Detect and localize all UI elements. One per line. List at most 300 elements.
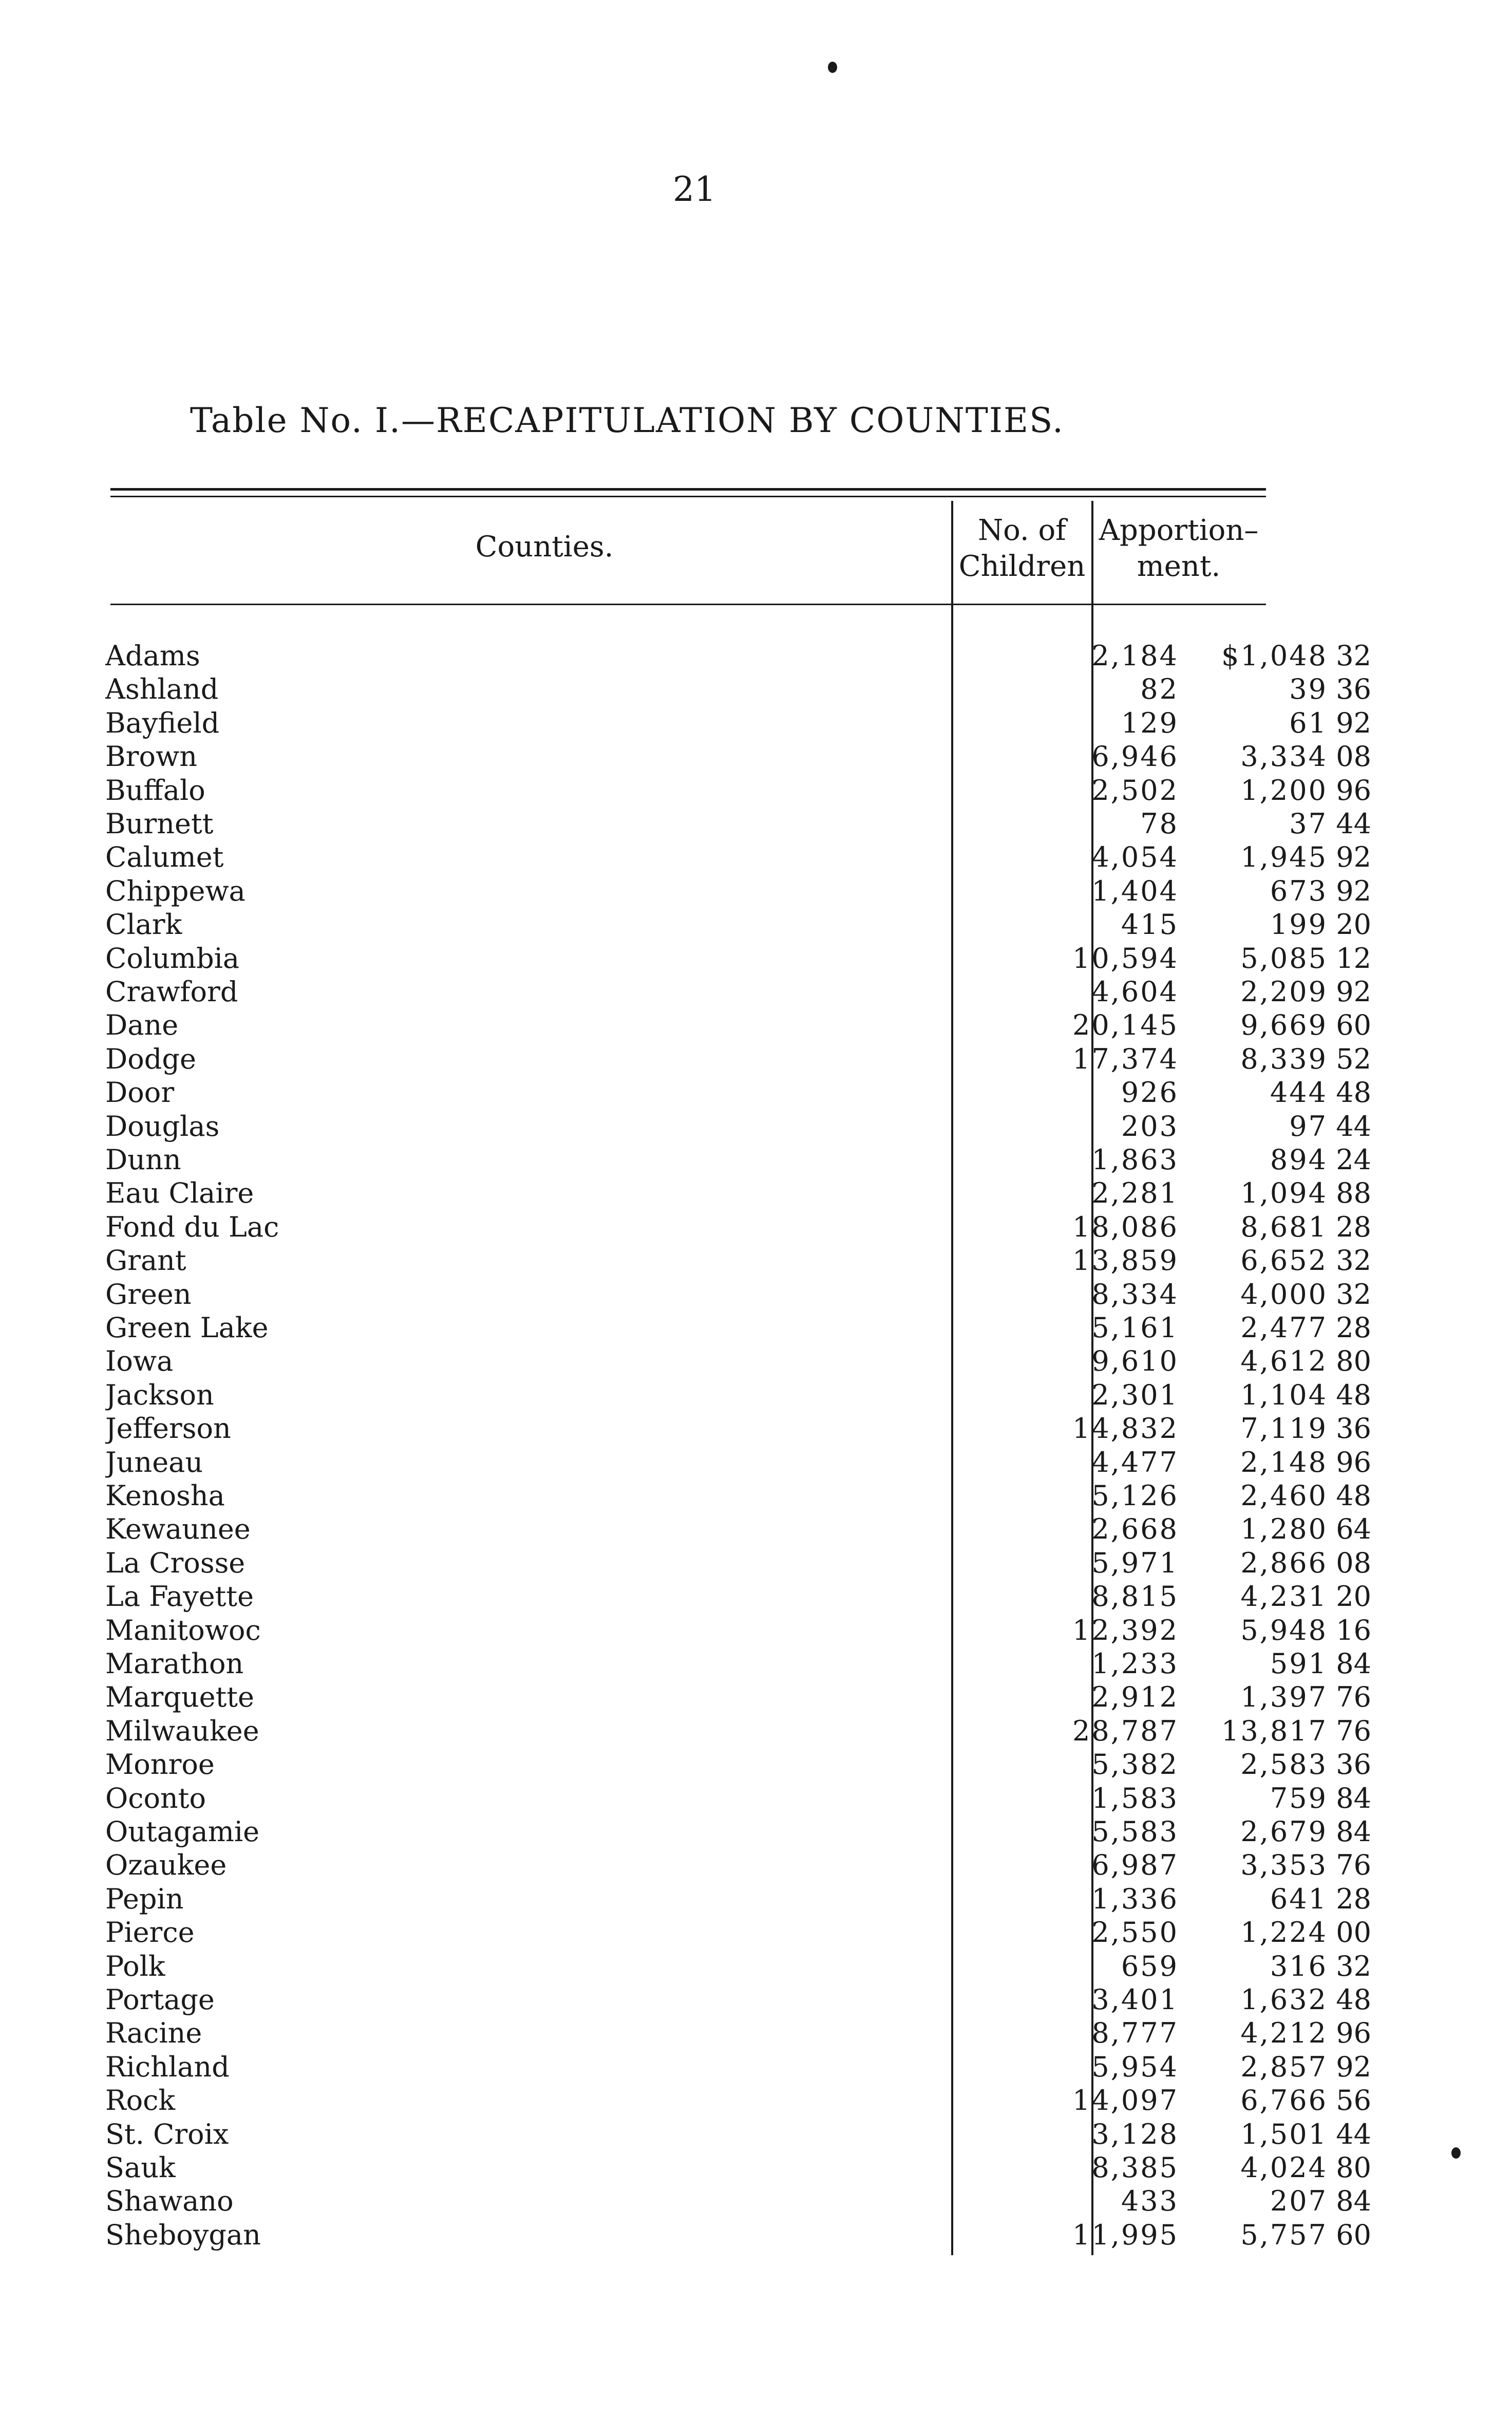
children-count: 5,161 xyxy=(1091,1312,1179,1344)
county-name: Calumet xyxy=(105,841,229,873)
county-cell xyxy=(105,976,942,1008)
apportionment-cents: 76 xyxy=(1336,1681,1371,1714)
table-row xyxy=(105,942,1371,975)
apportionment-cents: 92 xyxy=(1336,841,1371,874)
table-row xyxy=(105,1312,1371,1344)
county-cell xyxy=(105,1950,942,1983)
apportionment-cents: 36 xyxy=(1336,673,1371,706)
apportionment-cents: 92 xyxy=(1336,706,1371,739)
children-count: 18,086 xyxy=(1072,1210,1179,1243)
children-count: 13,859 xyxy=(1072,1244,1179,1277)
county-cell xyxy=(105,1547,942,1580)
county-cell xyxy=(105,1715,942,1748)
apportionment-cents: 48 xyxy=(1336,1076,1371,1109)
county-cell xyxy=(105,1782,942,1815)
county-cell xyxy=(105,1043,942,1076)
column-header-apportionment-line2: ment. xyxy=(1137,550,1221,583)
county-name: Pepin xyxy=(105,1883,188,1915)
apportionment-cents: 48 xyxy=(1336,1983,1371,2016)
apportionment-dollars: 894 xyxy=(1270,1144,1328,1176)
children-count: 5,382 xyxy=(1091,1748,1179,1781)
children-count: 3,401 xyxy=(1091,1983,1179,2016)
apportionment-dollars: 1,104 xyxy=(1240,1378,1328,1411)
apportionment-cents: 96 xyxy=(1336,774,1371,807)
county-cell xyxy=(105,2219,942,2252)
apportionment-cents: 08 xyxy=(1336,1546,1371,1579)
apportionment-dollars: 61 xyxy=(1289,706,1328,739)
county-name: Ashland xyxy=(105,673,223,705)
county-name: Grant xyxy=(105,1244,192,1277)
county-cell xyxy=(105,1815,942,1848)
column-header-children-line1: No. of xyxy=(978,514,1066,547)
table-row xyxy=(105,1950,1371,1983)
county-cell xyxy=(105,1278,942,1311)
top-rule-thick xyxy=(110,488,1266,491)
table-row xyxy=(105,874,1371,908)
county-cell xyxy=(105,1479,942,1512)
county-name: Sauk xyxy=(105,2151,181,2184)
county-cell xyxy=(105,1614,942,1647)
apportionment-cents: 84 xyxy=(1336,2185,1371,2218)
county-cell xyxy=(105,740,942,773)
table-row xyxy=(105,1110,1371,1143)
apportionment-cents: 36 xyxy=(1336,1412,1371,1445)
table-row xyxy=(105,706,1371,740)
county-cell xyxy=(105,1681,942,1714)
county-name: Juneau xyxy=(105,1446,208,1478)
children-count: 8,815 xyxy=(1091,1580,1179,1613)
county-cell xyxy=(105,2084,942,2117)
county-cell xyxy=(105,1580,942,1613)
column-header-apportionment xyxy=(1091,513,1266,585)
apportionment-cents: 44 xyxy=(1336,808,1371,840)
apportionment-dollars: 5,757 xyxy=(1240,2218,1328,2251)
county-name: Burnett xyxy=(105,808,218,840)
county-cell xyxy=(105,1647,942,1680)
children-count: 1,233 xyxy=(1091,1647,1179,1680)
table-title: Table No. I.—RECAPITULATION BY COUNTIES. xyxy=(190,401,1064,440)
apportionment-cents: 80 xyxy=(1336,1345,1371,1378)
apportionment-dollars: 97 xyxy=(1289,1110,1328,1142)
table-row xyxy=(105,1446,1371,1479)
county-name: Douglas xyxy=(105,1110,224,1142)
apportionment-dollars: 2,460 xyxy=(1240,1479,1328,1512)
county-name: Clark xyxy=(105,908,187,941)
county-name: Brown xyxy=(105,740,202,773)
apportionment-dollars: 4,000 xyxy=(1240,1278,1328,1310)
apportionment-dollars: 2,857 xyxy=(1240,2050,1328,2083)
apportionment-cents: 76 xyxy=(1336,1714,1371,1747)
table-row xyxy=(105,1278,1371,1311)
county-name: Pierce xyxy=(105,1916,200,1949)
county-cell xyxy=(105,1513,942,1546)
county-cell xyxy=(105,841,942,874)
apportionment-dollars: 673 xyxy=(1270,874,1328,907)
table-row xyxy=(105,1210,1371,1244)
county-cell xyxy=(105,2185,942,2218)
children-count: 1,404 xyxy=(1091,874,1179,907)
apportionment-dollars: 4,212 xyxy=(1240,2017,1328,2050)
apportionment-dollars: 5,948 xyxy=(1240,1614,1328,1646)
apportionment-cents: 92 xyxy=(1336,976,1371,1008)
table-row xyxy=(105,1580,1371,1613)
table-row xyxy=(105,1983,1371,2016)
table-row xyxy=(105,1042,1371,1076)
county-name: Fond du Lac xyxy=(105,1211,284,1243)
table-row xyxy=(105,1479,1371,1512)
county-name: Racine xyxy=(105,2017,207,2049)
children-count: 659 xyxy=(1121,1950,1179,1982)
table-row xyxy=(105,1244,1371,1277)
children-count: 12,392 xyxy=(1072,1614,1179,1646)
county-cell xyxy=(105,875,942,908)
county-name: Milwaukee xyxy=(105,1715,264,1747)
apportionment-dollars: 2,583 xyxy=(1240,1748,1328,1781)
table-row xyxy=(105,908,1371,941)
apportionment-dollars: 39 xyxy=(1289,673,1328,706)
apportionment-cents: 52 xyxy=(1336,1042,1371,1075)
table-row xyxy=(105,1076,1371,1109)
top-rule-thin xyxy=(110,496,1266,497)
county-cell xyxy=(105,1446,942,1479)
apportionment-cents: 32 xyxy=(1336,1950,1371,1982)
county-name: Rock xyxy=(105,2084,180,2116)
table-row xyxy=(105,673,1371,706)
children-count: 5,583 xyxy=(1091,1815,1179,1848)
children-count: 1,863 xyxy=(1091,1144,1179,1176)
county-cell xyxy=(105,1144,942,1176)
table-row xyxy=(105,808,1371,840)
county-name: Dunn xyxy=(105,1144,186,1176)
apportionment-dollars: 3,353 xyxy=(1240,1849,1328,1882)
table-row xyxy=(105,1546,1371,1580)
county-name: Monroe xyxy=(105,1748,220,1781)
county-name: Portage xyxy=(105,1983,220,2016)
children-count: 433 xyxy=(1121,2185,1179,2218)
apportionment-cents: 84 xyxy=(1336,1647,1371,1680)
county-cell xyxy=(105,774,942,807)
apportionment-dollars: 4,612 xyxy=(1240,1345,1328,1378)
apportionment-dollars: 4,024 xyxy=(1240,2151,1328,2184)
children-count: 6,946 xyxy=(1091,740,1179,773)
column-header-counties: Counties. xyxy=(475,530,614,564)
apportionment-dollars: 316 xyxy=(1270,1950,1328,1982)
apportionment-cents: 44 xyxy=(1336,1110,1371,1142)
apportionment-dollars: 2,477 xyxy=(1240,1312,1328,1344)
table-row xyxy=(105,1782,1371,1815)
apportionment-cents: 16 xyxy=(1336,1614,1371,1646)
column-header-children-line2: Children xyxy=(958,550,1086,583)
apportionment-dollars: 641 xyxy=(1270,1882,1328,1915)
apportionment-dollars: 13,817 xyxy=(1221,1714,1328,1747)
apportionment-cents: 92 xyxy=(1336,2050,1371,2083)
children-count: 8,334 xyxy=(1091,1278,1179,1310)
apportionment-dollars: 1,632 xyxy=(1240,1983,1328,2016)
children-count: 5,126 xyxy=(1091,1479,1179,1512)
children-count: 415 xyxy=(1121,908,1179,941)
county-cell xyxy=(105,2051,942,2084)
county-cell xyxy=(105,2151,942,2184)
county-cell xyxy=(105,908,942,941)
apportionment-cents: 60 xyxy=(1336,1009,1371,1042)
apportionment-cents: 96 xyxy=(1336,1446,1371,1478)
children-count: 5,971 xyxy=(1091,1546,1179,1579)
ink-speck-right xyxy=(1451,2147,1461,2159)
county-cell xyxy=(105,2118,942,2151)
county-name: Outagamie xyxy=(105,1815,264,1848)
apportionment-dollars: 6,652 xyxy=(1240,1244,1328,1277)
table-row xyxy=(105,1815,1371,1848)
apportionment-cents: 96 xyxy=(1336,2017,1371,2050)
apportionment-cents: 64 xyxy=(1336,1513,1371,1546)
table-row xyxy=(105,1748,1371,1781)
county-name: Richland xyxy=(105,2051,235,2083)
apportionment-dollars: 1,224 xyxy=(1240,1916,1328,1949)
children-count: 78 xyxy=(1140,808,1179,840)
county-name: La Crosse xyxy=(105,1547,250,1579)
county-name: Chippewa xyxy=(105,875,251,907)
apportionment-dollars: 199 xyxy=(1270,908,1328,941)
county-cell xyxy=(105,1883,942,1916)
apportionment-dollars: 1,397 xyxy=(1240,1681,1328,1714)
apportionment-cents: 32 xyxy=(1336,1278,1371,1310)
county-cell xyxy=(105,1076,942,1109)
children-count: 2,912 xyxy=(1091,1681,1179,1714)
children-count: 14,832 xyxy=(1072,1412,1179,1445)
children-count: 4,054 xyxy=(1091,841,1179,874)
children-count: 2,281 xyxy=(1091,1177,1179,1210)
children-count: 926 xyxy=(1121,1076,1179,1109)
county-name: Green Lake xyxy=(105,1312,274,1344)
apportionment-dollars: 4,231 xyxy=(1240,1580,1328,1613)
apportionment-cents: 20 xyxy=(1336,1580,1371,1613)
apportionment-cents: 12 xyxy=(1336,942,1371,975)
table-row xyxy=(105,1714,1371,1748)
table-row xyxy=(105,1345,1371,1378)
county-name: Kenosha xyxy=(105,1479,230,1512)
children-count: 10,594 xyxy=(1072,942,1179,975)
county-cell xyxy=(105,1312,942,1344)
children-count: 2,550 xyxy=(1091,1916,1179,1949)
apportionment-cents: 60 xyxy=(1336,2218,1371,2251)
children-count: 9,610 xyxy=(1091,1345,1179,1378)
county-cell xyxy=(105,1379,942,1412)
apportionment-cents: 44 xyxy=(1336,2118,1371,2150)
apportionment-cents: 00 xyxy=(1336,1916,1371,1949)
table-row xyxy=(105,774,1371,807)
children-count: 4,477 xyxy=(1091,1446,1179,1478)
county-name: Sheboygan xyxy=(105,2219,266,2251)
county-name: Iowa xyxy=(105,1345,178,1377)
children-count: 82 xyxy=(1140,673,1179,706)
apportionment-dollars: 37 xyxy=(1289,808,1328,840)
children-count: 20,145 xyxy=(1072,1009,1179,1042)
children-count: 11,995 xyxy=(1072,2218,1179,2251)
apportionment-dollars: 591 xyxy=(1270,1647,1328,1680)
table-row xyxy=(105,976,1371,1008)
county-name: Crawford xyxy=(105,976,243,1008)
apportionment-cents: 84 xyxy=(1336,1782,1371,1814)
county-cell xyxy=(105,1177,942,1210)
apportionment-dollars: 5,085 xyxy=(1240,942,1328,975)
county-cell xyxy=(105,1110,942,1143)
county-cell xyxy=(105,673,942,706)
apportionment-dollars: 2,209 xyxy=(1240,976,1328,1008)
table-row xyxy=(105,640,1371,672)
children-count: 1,583 xyxy=(1091,1782,1179,1814)
page-number: 21 xyxy=(673,170,716,209)
apportionment-cents: 84 xyxy=(1336,1815,1371,1848)
children-count: 2,301 xyxy=(1091,1378,1179,1411)
ink-speck-top xyxy=(828,62,837,73)
apportionment-cents: 48 xyxy=(1336,1479,1371,1512)
table-row xyxy=(105,1378,1371,1412)
apportionment-dollars: 2,679 xyxy=(1240,1815,1328,1848)
table-row xyxy=(105,1882,1371,1916)
table-row xyxy=(105,1009,1371,1042)
table-row xyxy=(105,1681,1371,1714)
county-cell xyxy=(105,707,942,740)
children-count: 1,336 xyxy=(1091,1882,1179,1915)
county-cell xyxy=(105,1244,942,1277)
table-row xyxy=(105,1177,1371,1210)
children-count: 2,184 xyxy=(1091,640,1179,672)
apportionment-cents: 76 xyxy=(1336,1849,1371,1882)
county-name: Buffalo xyxy=(105,774,211,807)
children-count: 3,128 xyxy=(1091,2118,1179,2150)
apportionment-cents: 56 xyxy=(1336,2084,1371,2117)
table-row xyxy=(105,841,1371,874)
county-name: Ozaukee xyxy=(105,1849,232,1881)
table-row xyxy=(105,1144,1371,1176)
apportionment-cents: 32 xyxy=(1336,640,1371,672)
table-row xyxy=(105,1412,1371,1445)
apportionment-dollars: 9,669 xyxy=(1240,1009,1328,1042)
county-name: Oconto xyxy=(105,1782,211,1814)
county-name: Polk xyxy=(105,1950,171,1982)
children-count: 2,502 xyxy=(1091,774,1179,807)
apportionment-cents: 28 xyxy=(1336,1312,1371,1344)
table-row xyxy=(105,2185,1371,2218)
children-count: 6,987 xyxy=(1091,1849,1179,1882)
county-cell xyxy=(105,1849,942,1882)
table-row xyxy=(105,1513,1371,1546)
county-name: Manitowoc xyxy=(105,1614,266,1646)
apportionment-cents: 36 xyxy=(1336,1748,1371,1781)
county-name: Door xyxy=(105,1076,179,1109)
county-name: Marquette xyxy=(105,1681,259,1713)
county-name: Green xyxy=(105,1278,197,1310)
children-count: 14,097 xyxy=(1072,2084,1179,2117)
county-cell xyxy=(105,808,942,840)
apportionment-cents: 48 xyxy=(1336,1378,1371,1411)
children-count: 2,668 xyxy=(1091,1513,1179,1546)
apportionment-cents: 28 xyxy=(1336,1210,1371,1243)
county-cell xyxy=(105,2017,942,2050)
apportionment-dollars: 8,339 xyxy=(1240,1042,1328,1075)
county-name: St. Croix xyxy=(105,2118,234,2150)
table-row xyxy=(105,1849,1371,1882)
apportionment-cents: 28 xyxy=(1336,1882,1371,1915)
county-cell xyxy=(105,1009,942,1042)
apportionment-dollars: 444 xyxy=(1270,1076,1328,1109)
apportionment-cents: 88 xyxy=(1336,1177,1371,1210)
column-header-apportionment-line1: Apportion– xyxy=(1099,514,1259,547)
apportionment-cents: 32 xyxy=(1336,1244,1371,1277)
county-name: Kewaunee xyxy=(105,1513,256,1545)
county-cell xyxy=(105,1211,942,1244)
apportionment-cents: 92 xyxy=(1336,874,1371,907)
county-cell xyxy=(105,640,942,672)
table-row xyxy=(105,1614,1371,1647)
apportionment-cents: 80 xyxy=(1336,2151,1371,2184)
county-name: La Fayette xyxy=(105,1580,259,1613)
apportionment-dollars: 1,501 xyxy=(1240,2118,1328,2150)
table-row xyxy=(105,740,1371,773)
apportionment-dollars: 6,766 xyxy=(1240,2084,1328,2117)
column-header-children xyxy=(955,513,1089,585)
county-cell xyxy=(105,1748,942,1781)
apportionment-dollars: 759 xyxy=(1270,1782,1328,1814)
county-name: Eau Claire xyxy=(105,1177,259,1209)
county-name: Adams xyxy=(105,640,205,672)
apportionment-dollars: 8,681 xyxy=(1240,1210,1328,1243)
county-name: Shawano xyxy=(105,2185,239,2217)
apportionment-cents: 24 xyxy=(1336,1144,1371,1176)
county-name: Marathon xyxy=(105,1647,249,1680)
county-cell xyxy=(105,1916,942,1949)
apportionment-dollars: 207 xyxy=(1270,2185,1328,2218)
table-row xyxy=(105,2118,1371,2151)
children-count: 8,777 xyxy=(1091,2017,1179,2050)
apportionment-dollars: 1,200 xyxy=(1240,774,1328,807)
county-name: Jefferson xyxy=(105,1412,236,1445)
children-count: 5,954 xyxy=(1091,2050,1179,2083)
apportionment-dollars: 2,148 xyxy=(1240,1446,1328,1478)
county-cell xyxy=(105,1412,942,1445)
children-count: 129 xyxy=(1121,706,1179,739)
table-row xyxy=(105,1916,1371,1949)
apportionment-dollars: 2,866 xyxy=(1240,1546,1328,1579)
children-count: 203 xyxy=(1121,1110,1179,1142)
table-row xyxy=(105,2017,1371,2050)
county-name: Jackson xyxy=(105,1379,219,1411)
children-count: 4,604 xyxy=(1091,976,1179,1008)
table-row xyxy=(105,2151,1371,2184)
county-name: Dodge xyxy=(105,1043,201,1075)
children-count: 17,374 xyxy=(1072,1042,1179,1075)
county-name: Dane xyxy=(105,1009,183,1041)
county-cell xyxy=(105,942,942,975)
apportionment-dollars: 1,094 xyxy=(1240,1177,1328,1210)
table-row xyxy=(105,2218,1371,2252)
county-cell xyxy=(105,1345,942,1378)
apportionment-dollars: 1,945 xyxy=(1240,841,1328,874)
apportionment-cents: 08 xyxy=(1336,740,1371,773)
table-row xyxy=(105,2050,1371,2084)
apportionment-dollars: $1,048 xyxy=(1221,640,1328,672)
apportionment-dollars: 1,280 xyxy=(1240,1513,1328,1546)
county-name: Columbia xyxy=(105,942,244,975)
apportionment-cents: 20 xyxy=(1336,908,1371,941)
table-row xyxy=(105,1647,1371,1680)
children-count: 8,385 xyxy=(1091,2151,1179,2184)
apportionment-dollars: 7,119 xyxy=(1240,1412,1328,1445)
table-row xyxy=(105,2084,1371,2117)
county-name: Bayfield xyxy=(105,707,224,739)
children-count: 28,787 xyxy=(1072,1714,1179,1747)
apportionment-dollars: 3,334 xyxy=(1240,740,1328,773)
